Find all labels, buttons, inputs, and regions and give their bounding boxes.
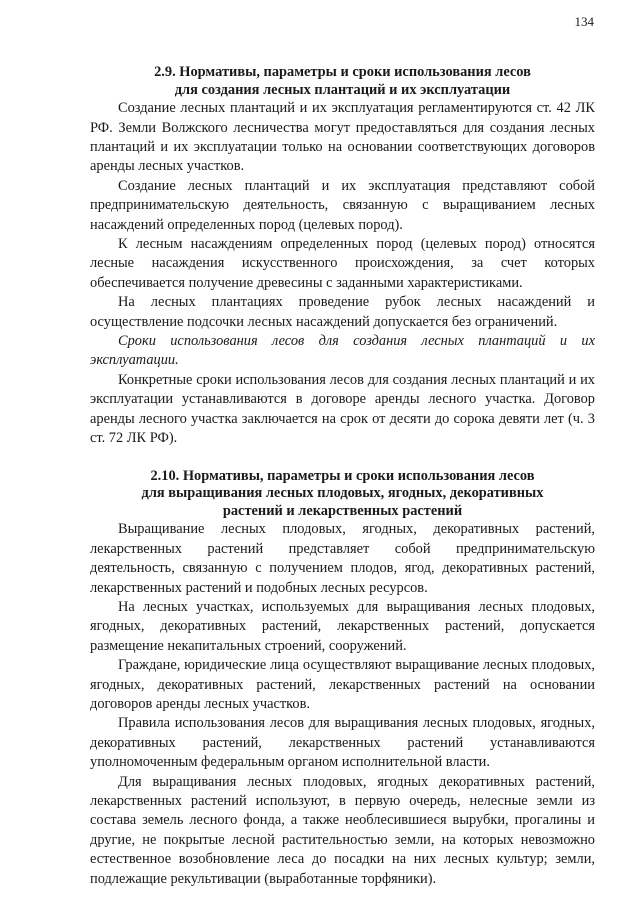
paragraph: Правила использования лесов для выращивания лесных плодовых, ягодных, декоративных растений, лекарственных растений устанавливаются уполномоченным федеральным органом исполнительной власти. (90, 715, 595, 771)
paragraph: Создание лесных плантаций и их эксплуатация представляют собой предпринимательскую деятельность, связанную с выращиванием лесных насаждений определенных пород (целевых пород). (90, 177, 595, 233)
heading-line: растений и лекарственных растений (222, 502, 463, 519)
italic-subheading: Сроки использования лесов для создания лесных плантаций и их эксплуатации. (90, 333, 595, 369)
paragraph: Для выращивания лесных плодовых, ягодных декоративных растений, лекарственных растений используют, в первую очередь, нелесные земли из состава земель лесного фонда, а также необлесившиеся вырубки, прогалины и другие, не покрытые лесной растительностью земли, на которых невозможно естественное возобновление леса до посадки на них лесных культур; земли, подлежащие рекультивации (выработанные торфяники). (90, 773, 595, 887)
paragraph: На лесных участках, используемых для выращивания лесных плодовых, ягодных, декоративных растений, лекарственных растений, допускается размещение некапитальных строений, сооружений. (90, 598, 595, 654)
heading-line: для создания лесных плантаций и их эксплуатации (174, 81, 511, 98)
section-heading-2-10 (90, 468, 595, 521)
heading-line: 2.10. Нормативы, параметры и сроки использования лесов (150, 467, 535, 484)
paragraph: Граждане, юридические лица осуществляют выращивание лесных плодовых, ягодных, декоративных растений, лекарственных растений на основании договоров аренды лесных участков. (90, 657, 595, 712)
paragraph: Создание лесных плантаций и их эксплуатация регламентируются ст. 42 ЛК РФ. Земли Волжского лесничества могут предоставляться для создания лесных плантаций и их эксплуатации только на основании соответствующих договоров аренды лесных участков. (90, 100, 595, 175)
paragraph: Выращивание лесных плодовых, ягодных, декоративных растений, лекарственных растений представляет собой предпринимательскую деятельность, связанную с получением плодов, ягод, декоративных растений, лекарственных растений и подобных лесных ресурсов. (90, 521, 595, 596)
paragraph: К лесным насаждениям определенных пород (целевых пород) относятся лесные насаждения искусственного происхождения, за счет которых обеспечивается получение древесины с заданными характеристиками. (90, 236, 595, 291)
heading-line: 2.9. Нормативы, параметры и сроки использования лесов (154, 64, 531, 80)
paragraph: Конкретные сроки использования лесов для создания лесных плантаций и их эксплуатации устанавливаются в договоре аренды лесного участка. Договор аренды лесного участка заключается на срок от десяти до сорока девяти лет (ч. 3 ст. 72 ЛК РФ). (90, 371, 595, 447)
heading-line: для выращивания лесных плодовых, ягодных, декоративных (141, 485, 544, 502)
paragraph: На лесных плантациях проведение рубок лесных насаждений и осуществление подсочки лесных насаждений допускается без ограничений. (90, 294, 595, 330)
page-number: 134 (574, 14, 594, 29)
section-heading-2-9 (90, 64, 595, 99)
page-content (90, 64, 595, 889)
